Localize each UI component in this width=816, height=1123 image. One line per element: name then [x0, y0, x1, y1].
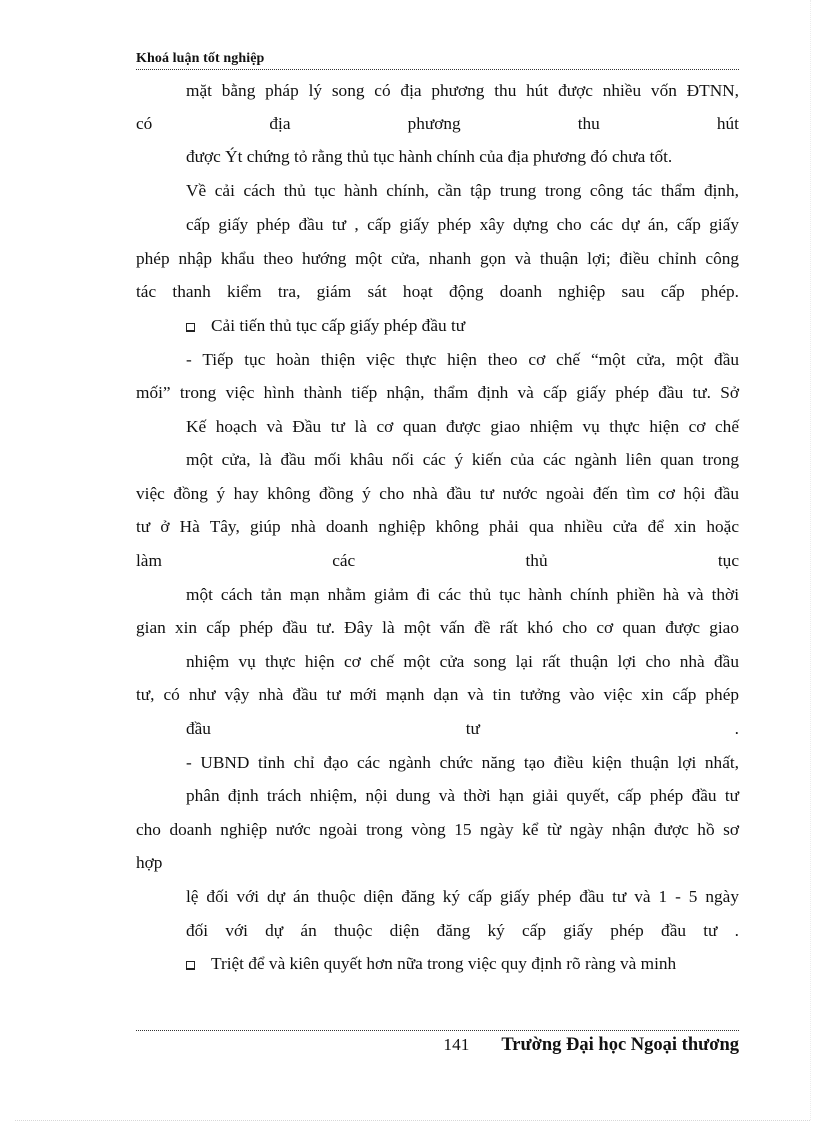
- paragraph-line: gian xin cấp phép đầu tư. Đây là một vấn đề rất khó cho cơ quan được giao: [136, 618, 739, 637]
- paragraph-line: nhiệm vụ thực hiện cơ chế một cửa song lại rất thuận lợi cho nhà đầu: [186, 652, 739, 671]
- word: phương: [407, 114, 461, 133]
- paragraph-line-spread: [136, 113, 739, 135]
- paragraph-line: phép nhập khẩu theo hướng một cửa, nhanh gọn và thuận lợi; điều chỉnh công: [136, 249, 739, 268]
- paragraph-line: Về cải cách thủ tục hành chính, cần tập trung trong công tác thẩm định,: [186, 181, 739, 200]
- word: các: [332, 551, 356, 570]
- paragraph-line: được Ýt chứng tỏ rằng thủ tục hành chính của địa phương đó chưa tốt.: [186, 147, 673, 166]
- word: làm: [136, 551, 162, 570]
- paragraph-line: một cách tản mạn nhằm giảm đi các thủ tục hành chính phiền hà và thời: [186, 585, 739, 604]
- paragraph-line: mặt bằng pháp lý song có địa phương thu hút được nhiều vốn ĐTNN,: [186, 81, 739, 100]
- page-edge-right: [810, 0, 811, 1120]
- paragraph-line-spread: [186, 718, 739, 740]
- paragraph-line: việc đồng ý hay không đồng ý cho nhà đầu tư nước ngoài đến tìm cơ hội đầu: [136, 484, 739, 503]
- word: hút: [716, 114, 739, 133]
- footer-school-name: Trường Đại học Ngoại thương: [501, 1035, 739, 1055]
- word: .: [734, 719, 739, 738]
- square-bullet-icon: [186, 961, 195, 970]
- page-number: 141: [443, 1035, 470, 1054]
- paragraph-line: cấp giấy phép đầu tư , cấp giấy phép xây dựng cho các dự án, cấp giấy: [186, 215, 739, 234]
- footer-divider: [136, 1030, 739, 1031]
- bullet-text: Triệt để và kiên quyết hơn nữa trong việc quy định rõ ràng và minh: [211, 954, 677, 973]
- paragraph-line: tác thanh kiểm tra, giám sát hoạt động doanh nghiệp sau cấp phép.: [136, 282, 739, 301]
- paragraph-line: - Tiếp tục hoàn thiện việc thực hiện theo cơ chế “một cửa, một đầu: [186, 350, 739, 369]
- paragraph-line: tư ở Hà Tây, giúp nhà doanh nghiệp không phải qua nhiều cửa để xin hoặc: [136, 517, 739, 536]
- bullet-text: Cải tiến thủ tục cấp giấy phép đầu tư: [211, 316, 466, 335]
- paragraph-line: lệ đối với dự án thuộc diện đăng ký cấp giấy phép đầu tư và 1 - 5 ngày: [186, 887, 739, 906]
- bullet-item: [186, 953, 676, 975]
- word: thủ: [525, 551, 548, 570]
- paragraph-line: hợp: [136, 853, 163, 872]
- paragraph-line: mối” trong việc hình thành tiếp nhận, thẩm định và cấp giấy phép đầu tư. Sở: [136, 383, 739, 402]
- paragraph-line-spread: [136, 550, 739, 572]
- word: tục: [717, 551, 739, 570]
- word: có: [136, 114, 153, 133]
- paragraph-line: Kế hoạch và Đầu tư là cơ quan được giao nhiệm vụ thực hiện cơ chế: [186, 417, 739, 436]
- square-bullet-icon: [186, 323, 195, 332]
- running-header-title: Khoá luận tốt nghiệp: [136, 51, 265, 66]
- running-footer: [443, 1035, 739, 1056]
- word: đầu: [186, 719, 211, 738]
- paragraph-line: tư, có như vậy nhà đầu tư mới mạnh dạn và tin tưởng vào việc xin cấp phép: [136, 685, 739, 704]
- word: tư: [465, 719, 480, 738]
- paragraph-line: cho doanh nghiệp nước ngoài trong vòng 15 ngày kể từ ngày nhận được hồ sơ: [136, 820, 739, 839]
- word: thu: [577, 114, 600, 133]
- bullet-item: [186, 315, 465, 337]
- paragraph-line: đối với dự án thuộc diện đăng ký cấp giấy phép đầu tư .: [186, 921, 739, 940]
- page-edge-bottom: [15, 1120, 810, 1121]
- paragraph-line: phân định trách nhiệm, nội dung và thời hạn giải quyết, cấp phép đầu tư: [186, 786, 739, 805]
- paragraph-line: một cửa, là đầu mối khâu nối các ý kiến của các ngành liên quan trong: [186, 450, 739, 469]
- paragraph-line: - UBND tỉnh chỉ đạo các ngành chức năng tạo điều kiện thuận lợi nhất,: [186, 753, 739, 772]
- header-divider: [136, 69, 739, 70]
- word: địa: [269, 114, 291, 133]
